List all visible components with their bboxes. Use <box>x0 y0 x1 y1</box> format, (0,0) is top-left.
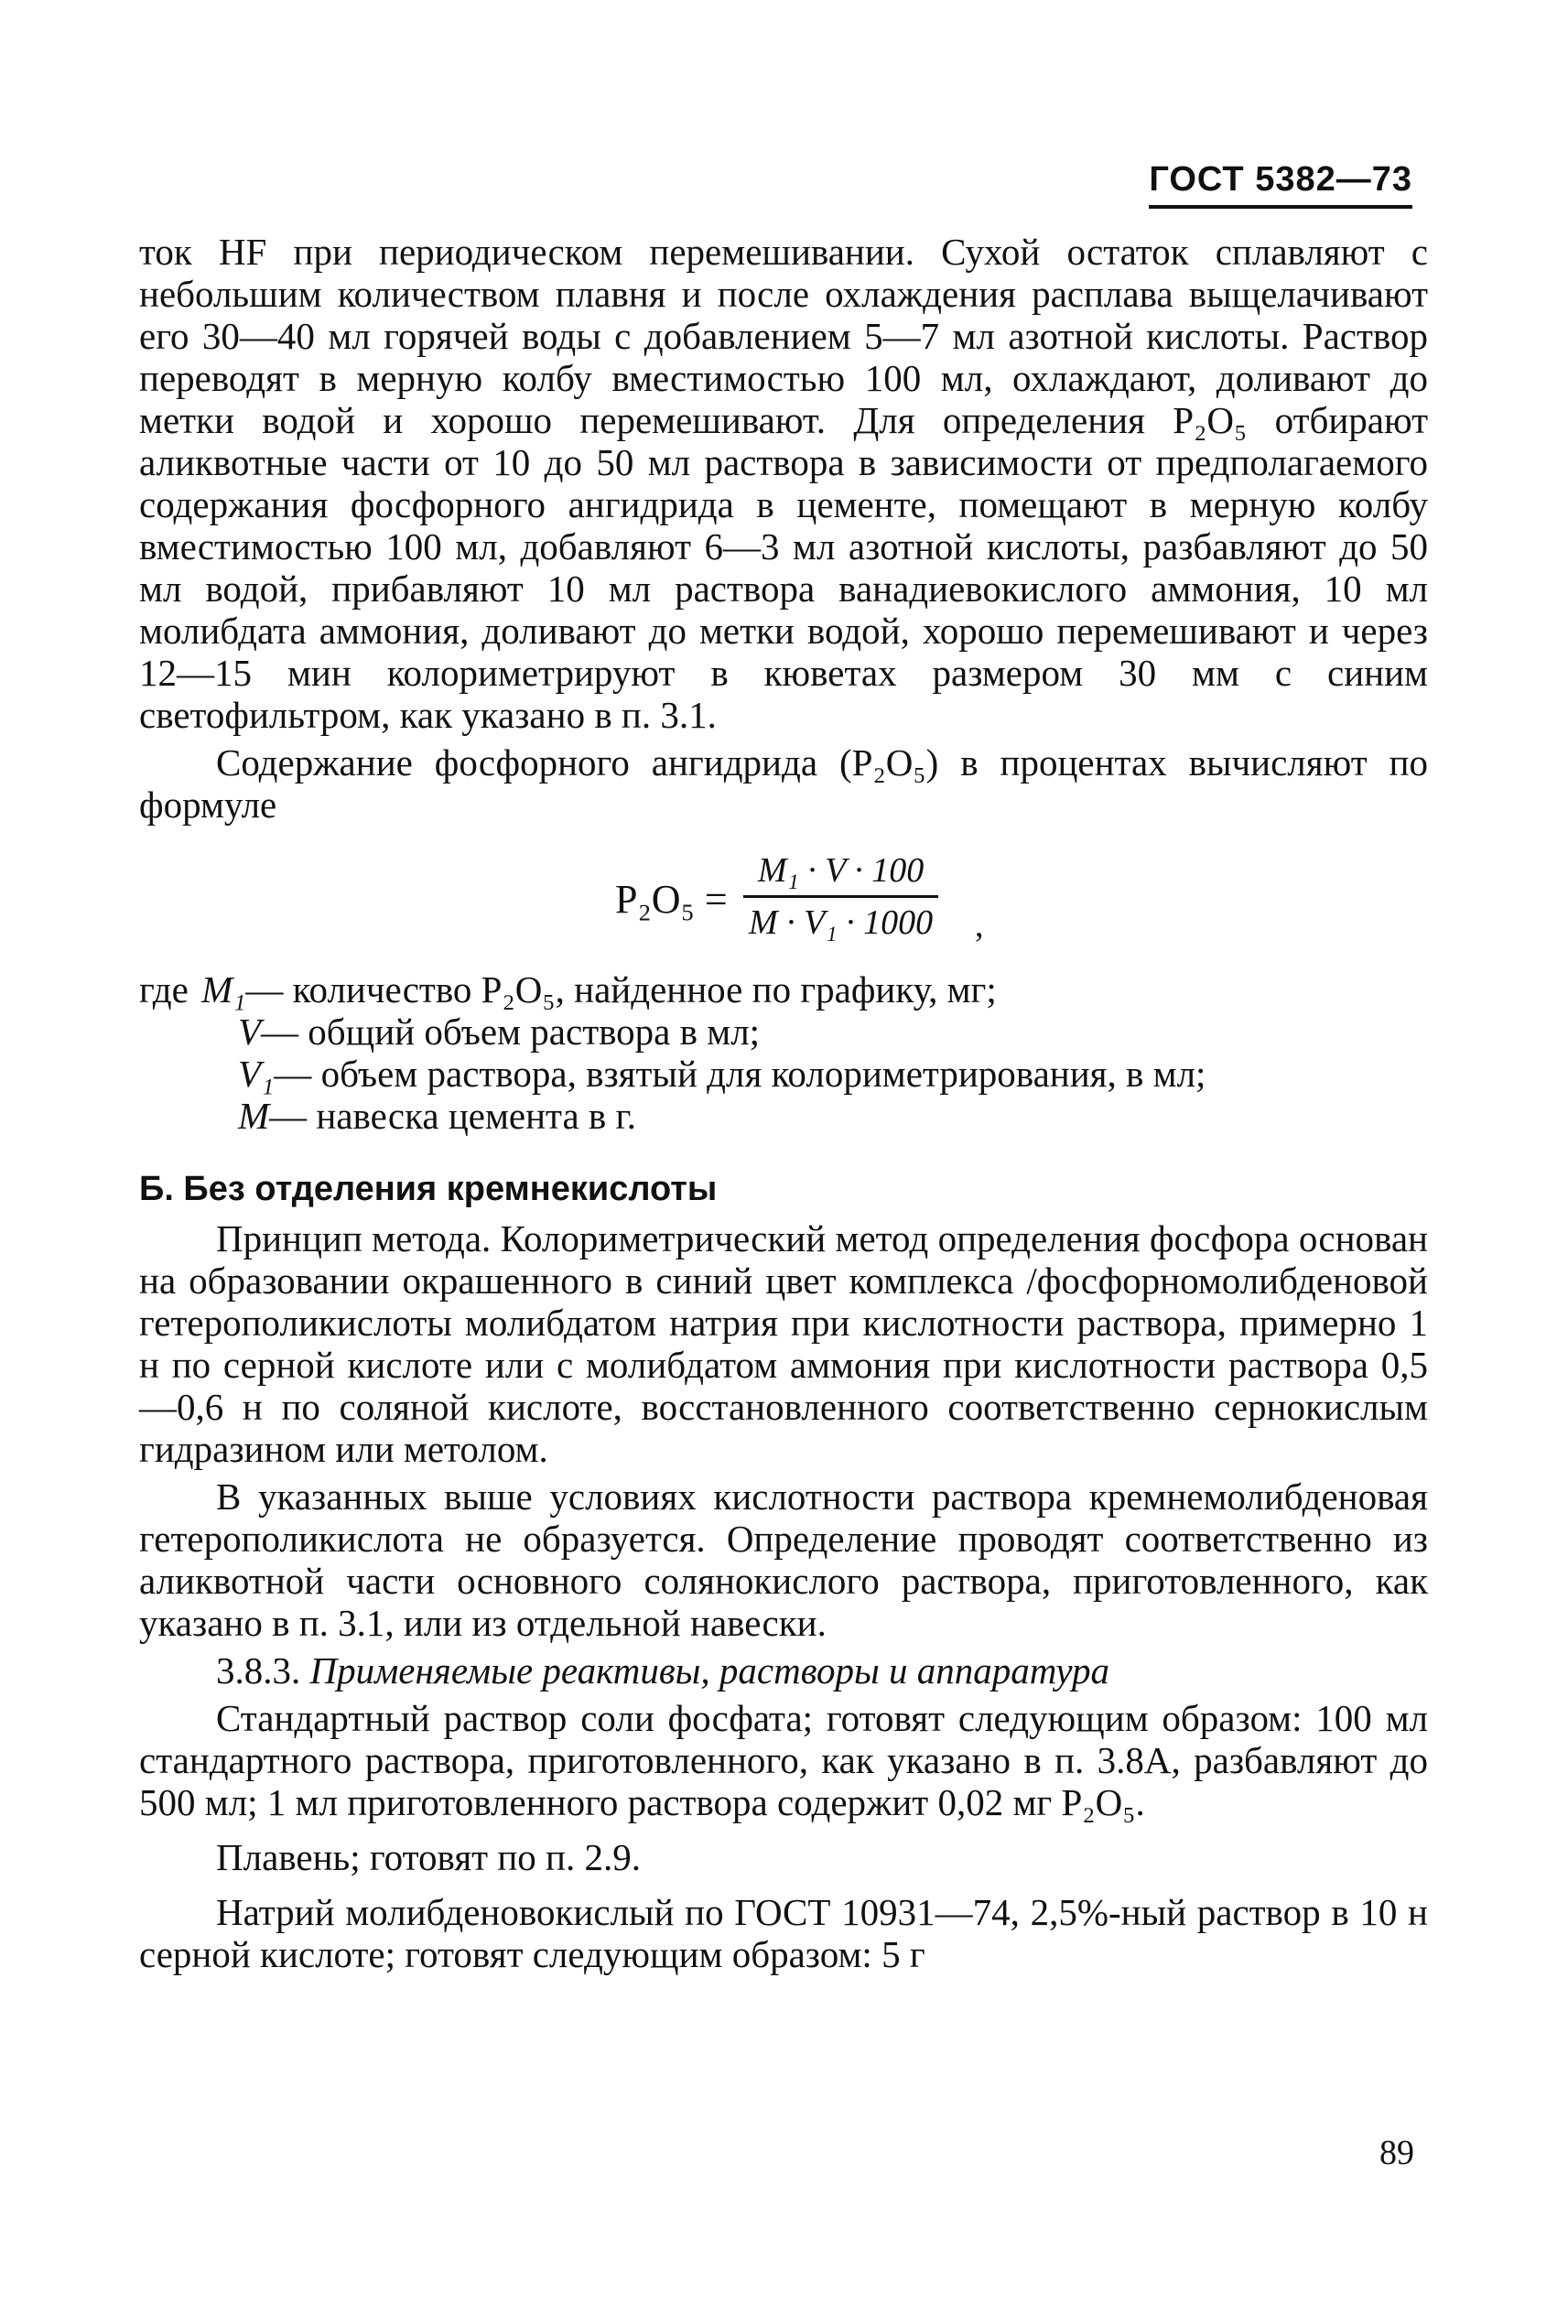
definition-text: — общий объем раствора в мл; <box>261 1011 761 1053</box>
formula-trail: , <box>975 906 984 945</box>
formula-p2o5 <box>139 849 1428 950</box>
definition-row <box>139 1095 1428 1137</box>
formula-fraction <box>743 849 938 944</box>
definition-text: — навеска цемента в г. <box>269 1095 636 1137</box>
definition-symbol: V₁ <box>238 1053 275 1095</box>
definition-symbol: M <box>238 1095 270 1137</box>
definition-row <box>139 968 1428 1011</box>
document-code-header: ГОСТ 5382—73 <box>1149 160 1412 209</box>
clause-number: 3.8.3. <box>216 1649 301 1692</box>
page-body <box>139 231 1428 1975</box>
formula-numerator: M₁ · V · 100 <box>757 851 925 890</box>
definition-symbol: V <box>238 1011 262 1053</box>
paragraph-8: Натрий молибденовокислый по ГОСТ 10931—74, 2,5%-ный раствор в 10 н серной кислоте; готовят следующим образом: 5 г <box>139 1891 1428 1975</box>
paragraph-6: Стандартный раствор соли фосфата; готовят следующим образом: 100 мл стандартного раствора, приготовленного, как указано в п. 3.8А, разбавляют до 500 мл; 1 мл приготовленного раствора содержит 0,02 мг P₂O₅. <box>139 1697 1428 1823</box>
definitions-list <box>139 968 1428 1137</box>
paragraph-4: В указанных выше условиях кислотности раствора кремнемолибденовая гетерополикислота не образуется. Определение проводят соответственно из аликвотной части основного солянокислого раствора, приготовленного, как указано в п. 3.1, или из отдельной навески. <box>139 1475 1428 1644</box>
definitions-where: где <box>139 968 189 1011</box>
clause-title: Применяемые реактивы, растворы и аппаратура <box>309 1649 1109 1692</box>
section-b-heading: Б. Без отделения кремнекислоты <box>139 1170 718 1208</box>
page-number: 89 <box>1379 2134 1414 2172</box>
formula-denominator: M · V₁ · 1000 <box>749 903 934 942</box>
definition-text: — количество P₂O₅, найденное по графику, мг; <box>245 968 997 1011</box>
paragraph-3: Принцип метода. Колориметрический метод определения фосфора основан на образовании окрашенного в синий цвет комплекса /фосфорномолибденовой гетерополикислоты молибдатом натрия при кислотности раствора, примерно 1 н по серной кислоте или с молибдатом аммония при кислотности раствора 0,5—0,6 н по соляной кислоте, восстановленного соответственно сернокислым гидразином или метолом. <box>139 1217 1428 1470</box>
definition-row <box>139 1011 1428 1053</box>
fraction-bar <box>743 895 938 898</box>
paragraph-2: Содержание фосфорного ангидрида (P₂O₅) в процентах вычисляют по формуле <box>139 741 1428 826</box>
paragraph-1: ток HF при периодическом перемешивании. Сухой остаток сплавляют с небольшим количеством плавня и после охлаждения расплава выщелачивают его 30—40 мл горячей воды с добавлением 5—7 мл азотной кислоты. Раствор переводят в мерную колбу вместимостью 100 мл, охлаждают, доливают до метки водой и хорошо перемешивают. Для определения P₂O₅ отбирают аликвотные части от 10 до 50 мл раствора в зависимости от предполагаемого содержания фосфорного ангидрида в цементе, помещают в мерную колбу вместимостью 100 мл, добавляют 6—3 мл азотной кислоты, разбавляют до 50 мл водой, прибавляют 10 мл раствора ванадиевокислого аммония, 10 мл молибдата аммония, доливают до метки водой, хорошо перемешивают и через 12—15 мин колориметрируют в кюветах размером 30 мм с синим светофильтром, как указано в п. 3.1. <box>139 231 1428 736</box>
paragraph-5 <box>139 1649 1428 1692</box>
definition-text: — объем раствора, взятый для колориметрирования, в мл; <box>274 1053 1206 1095</box>
paragraph-7: Плавень; готовят по п. 2.9. <box>216 1836 641 1878</box>
definition-row <box>139 1053 1428 1095</box>
formula-lhs: P₂O₅ = <box>615 877 728 922</box>
definition-symbol: M₁ <box>201 968 246 1011</box>
